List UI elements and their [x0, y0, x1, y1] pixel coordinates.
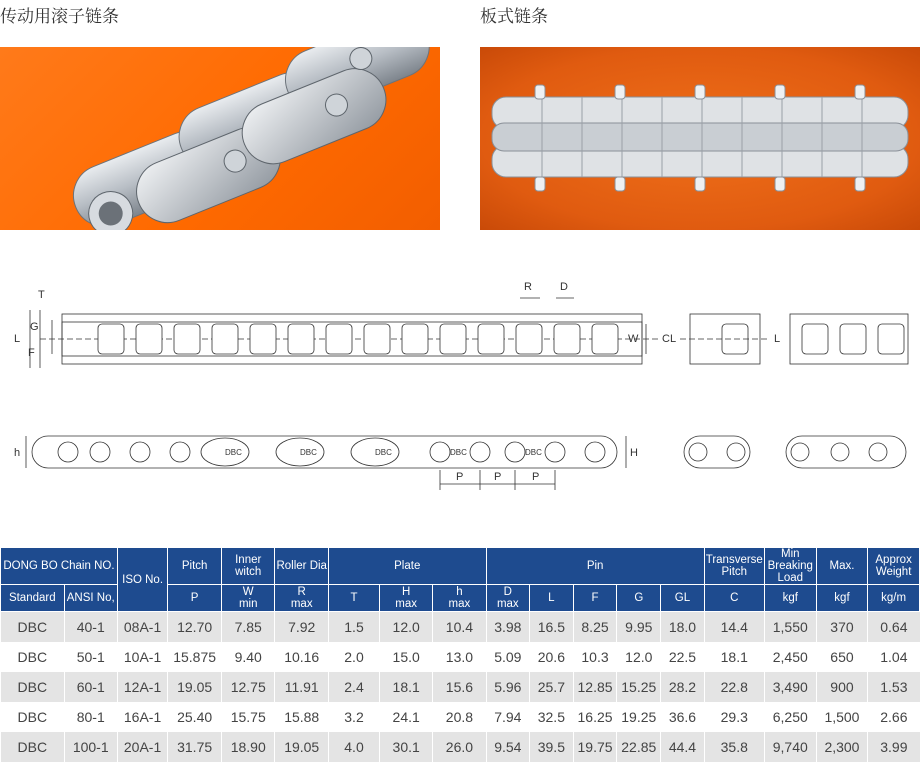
- table-cell: 12.85: [573, 672, 617, 702]
- table-cell: 22.85: [617, 732, 661, 762]
- table-cell: 18.90: [221, 732, 274, 762]
- table-cell: 1.5: [328, 612, 379, 642]
- table-cell: 11.91: [275, 672, 328, 702]
- table-cell: 4.0: [328, 732, 379, 762]
- table-cell: 3.2: [328, 702, 379, 732]
- th-d-max: D max: [486, 585, 530, 612]
- th-inner-width: Inner witch: [221, 548, 274, 585]
- table-cell: 26.0: [433, 732, 486, 762]
- table-cell: 6,250: [764, 702, 816, 732]
- table-cell: 3.98: [486, 612, 530, 642]
- table-cell: 25.7: [530, 672, 574, 702]
- dim-h: h: [14, 447, 21, 459]
- table-cell: 19.25: [617, 702, 661, 732]
- th-r-max: R max: [275, 585, 328, 612]
- table-cell: 7.94: [486, 702, 530, 732]
- table-cell: DBC: [1, 642, 65, 672]
- dim-L2: L: [774, 333, 781, 345]
- table-cell: 18.0: [661, 612, 705, 642]
- th-roller-dia: Roller Dia: [275, 548, 328, 585]
- roller-chain-photo: [0, 47, 440, 230]
- table-cell: 8.25: [573, 612, 617, 642]
- th-approx-weight: Approx Weight: [868, 548, 920, 585]
- table-cell: 60-1: [64, 672, 117, 702]
- th-kg-m: kg/m: [868, 585, 920, 612]
- table-cell: 10.3: [573, 642, 617, 672]
- table-cell: 10.16: [275, 642, 328, 672]
- table-cell: 29.3: [704, 702, 764, 732]
- th-f: F: [573, 585, 617, 612]
- table-cell: 36.6: [661, 702, 705, 732]
- table-cell: 9,740: [764, 732, 816, 762]
- table-cell: 650: [816, 642, 868, 672]
- dim-G: G: [30, 321, 39, 333]
- table-cell: 15.0: [380, 642, 433, 672]
- table-cell: 25.40: [168, 702, 222, 732]
- table-cell: 12.0: [380, 612, 433, 642]
- table-cell: 10.4: [433, 612, 486, 642]
- table-cell: 7.92: [275, 612, 328, 642]
- table-row: [1, 672, 920, 702]
- spec-table-body: [1, 612, 920, 762]
- table-cell: 19.75: [573, 732, 617, 762]
- table-cell: 40-1: [64, 612, 117, 642]
- th-pin: Pin: [486, 548, 704, 585]
- table-cell: 15.6: [433, 672, 486, 702]
- table-cell: 08A-1: [117, 612, 167, 642]
- table-cell: 16A-1: [117, 702, 167, 732]
- th-min-breaking-load: Min Breaking Load: [764, 548, 816, 585]
- roller-chain-caption: 传动用滚子链条: [0, 7, 119, 27]
- table-cell: 18.1: [380, 672, 433, 702]
- table-cell: 15.75: [221, 702, 274, 732]
- table-cell: 9.95: [617, 612, 661, 642]
- leaf-chain-caption: 板式链条: [480, 7, 548, 27]
- dim-CL: CL: [662, 333, 677, 345]
- top-view-chain: [30, 298, 660, 368]
- table-cell: 31.75: [168, 732, 222, 762]
- table-cell: 12A-1: [117, 672, 167, 702]
- th-kgf-1: kgf: [764, 585, 816, 612]
- th-transverse-pitch: Transverse Pitch: [704, 548, 764, 585]
- table-cell: 18.1: [704, 642, 764, 672]
- dim-W: W: [628, 333, 639, 345]
- table-cell: 20A-1: [117, 732, 167, 762]
- table-cell: 50-1: [64, 642, 117, 672]
- dim-H: H: [630, 447, 638, 459]
- th-l: L: [530, 585, 574, 612]
- plate-mark-2: DBC: [300, 448, 317, 457]
- table-cell: 13.0: [433, 642, 486, 672]
- dim-F: F: [28, 347, 35, 359]
- leaf-chain-photo: [480, 47, 920, 230]
- table-cell: DBC: [1, 702, 65, 732]
- link-profile-views: [684, 436, 906, 468]
- table-cell: 80-1: [64, 702, 117, 732]
- th-max: Max.: [816, 548, 868, 585]
- table-cell: 9.54: [486, 732, 530, 762]
- th-kgf-2: kgf: [816, 585, 868, 612]
- table-cell: 900: [816, 672, 868, 702]
- dim-P-3: P: [532, 471, 540, 483]
- table-cell: 19.05: [275, 732, 328, 762]
- table-cell: 28.2: [661, 672, 705, 702]
- table-cell: 10A-1: [117, 642, 167, 672]
- th-standard: Standard: [1, 585, 65, 612]
- table-cell: 24.1: [380, 702, 433, 732]
- table-row: [1, 612, 920, 642]
- table-cell: 0.64: [868, 612, 920, 642]
- table-cell: 22.8: [704, 672, 764, 702]
- plate-mark-5: DBC: [525, 448, 542, 457]
- plate-mark-3: DBC: [375, 448, 392, 457]
- table-cell: 15.25: [617, 672, 661, 702]
- table-cell: DBC: [1, 672, 65, 702]
- th-pitch: Pitch: [168, 548, 222, 585]
- th-w-min: W min: [221, 585, 274, 612]
- table-row: [1, 642, 920, 672]
- end-view-chain: [680, 314, 908, 364]
- table-cell: 1.04: [868, 642, 920, 672]
- table-cell: 3,490: [764, 672, 816, 702]
- table-cell: 16.5: [530, 612, 574, 642]
- table-cell: 15.875: [168, 642, 222, 672]
- th-dongbo-chain-no: DONG BO Chain NO.: [1, 548, 118, 585]
- table-cell: 5.09: [486, 642, 530, 672]
- table-cell: 7.85: [221, 612, 274, 642]
- th-t: T: [328, 585, 379, 612]
- th-h-max: H max: [380, 585, 433, 612]
- table-cell: DBC: [1, 612, 65, 642]
- spec-table: [0, 547, 920, 762]
- dim-T: T: [38, 289, 45, 301]
- table-cell: 12.0: [617, 642, 661, 672]
- table-cell: 20.8: [433, 702, 486, 732]
- table-cell: 19.05: [168, 672, 222, 702]
- dim-P-2: P: [494, 471, 502, 483]
- table-cell: 1,550: [764, 612, 816, 642]
- dim-R: R: [524, 281, 532, 293]
- table-cell: 9.40: [221, 642, 274, 672]
- table-cell: DBC: [1, 732, 65, 762]
- table-cell: 2,450: [764, 642, 816, 672]
- table-cell: 22.5: [661, 642, 705, 672]
- th-g: G: [617, 585, 661, 612]
- plate-mark-1: DBC: [225, 448, 242, 457]
- table-cell: 2.0: [328, 642, 379, 672]
- table-cell: 1.53: [868, 672, 920, 702]
- table-cell: 44.4: [661, 732, 705, 762]
- table-cell: 2.4: [328, 672, 379, 702]
- plate-mark-4: DBC: [450, 448, 467, 457]
- table-cell: 5.96: [486, 672, 530, 702]
- th-gl: GL: [661, 585, 705, 612]
- table-cell: 35.8: [704, 732, 764, 762]
- table-cell: 3.99: [868, 732, 920, 762]
- table-cell: 30.1: [380, 732, 433, 762]
- table-cell: 2.66: [868, 702, 920, 732]
- table-row: [1, 732, 920, 762]
- table-cell: 2,300: [816, 732, 868, 762]
- dim-P-1: P: [456, 471, 464, 483]
- th-small-h-max: h max: [433, 585, 486, 612]
- table-row: [1, 702, 920, 732]
- th-iso-no: ISO No.: [117, 548, 167, 612]
- dim-D: D: [560, 281, 568, 293]
- table-cell: 12.70: [168, 612, 222, 642]
- table-cell: 20.6: [530, 642, 574, 672]
- table-cell: 39.5: [530, 732, 574, 762]
- th-ansi-no: ANSI No,: [64, 585, 117, 612]
- chain-technical-drawing: [0, 270, 920, 500]
- table-cell: 14.4: [704, 612, 764, 642]
- th-plate: Plate: [328, 548, 486, 585]
- table-cell: 1,500: [816, 702, 868, 732]
- table-cell: 100-1: [64, 732, 117, 762]
- table-cell: 12.75: [221, 672, 274, 702]
- table-cell: 32.5: [530, 702, 574, 732]
- table-cell: 15.88: [275, 702, 328, 732]
- table-cell: 370: [816, 612, 868, 642]
- th-c: C: [704, 585, 764, 612]
- dim-L: L: [14, 333, 21, 345]
- th-p: P: [168, 585, 222, 612]
- table-cell: 16.25: [573, 702, 617, 732]
